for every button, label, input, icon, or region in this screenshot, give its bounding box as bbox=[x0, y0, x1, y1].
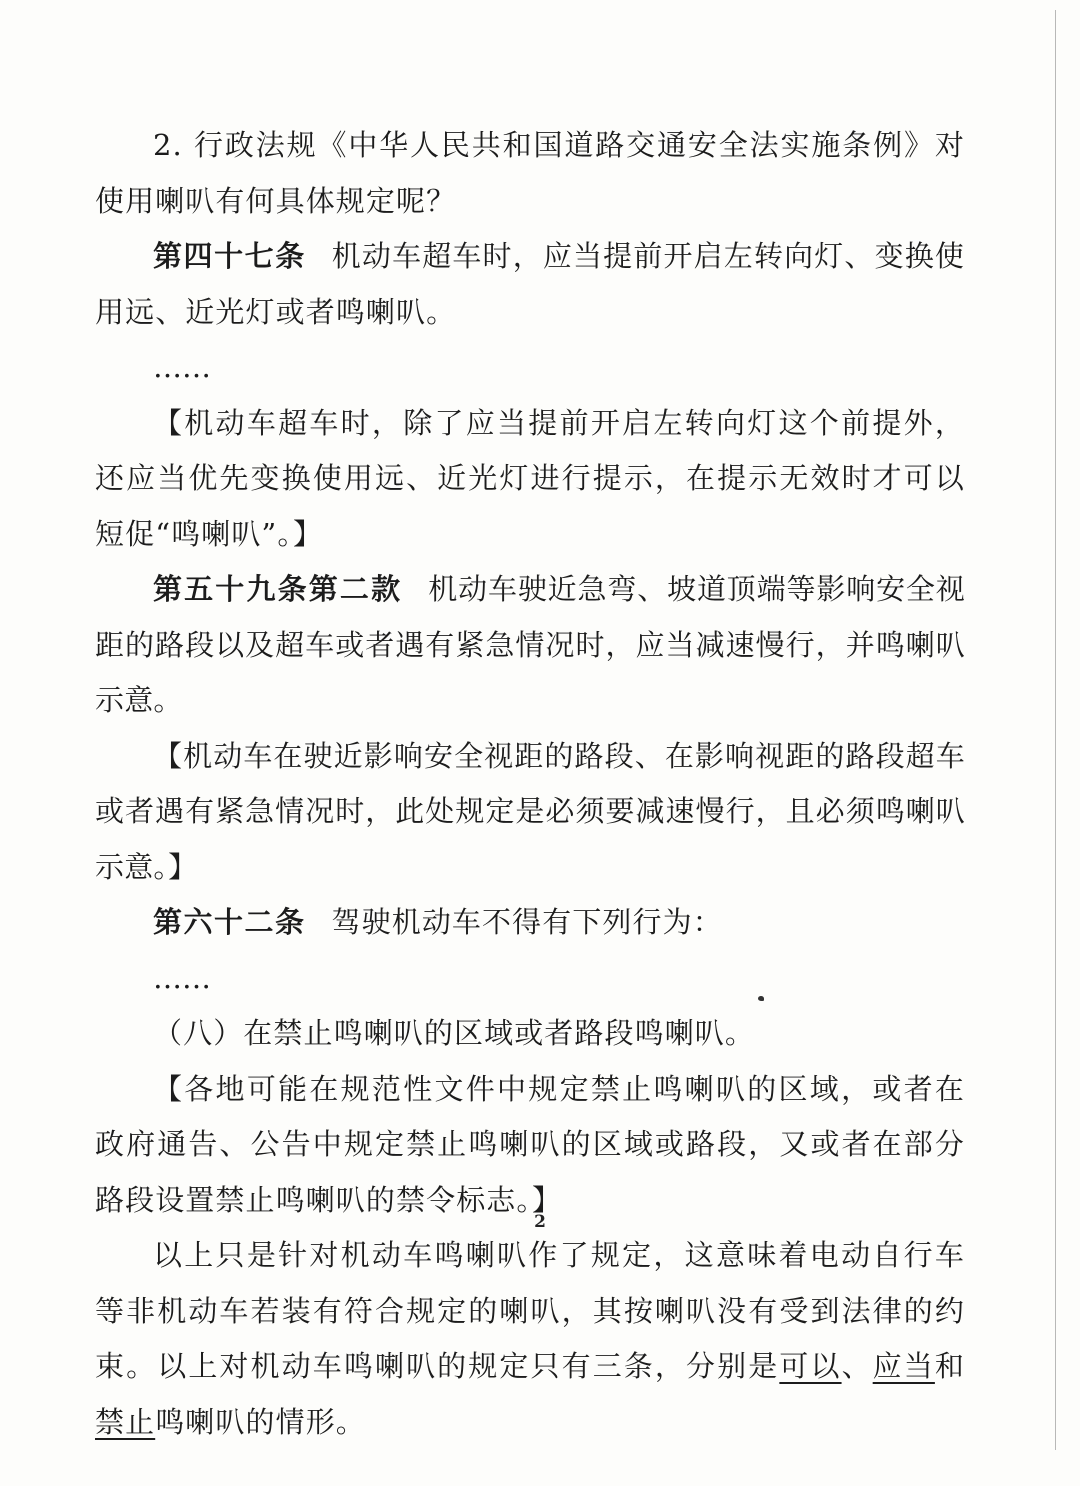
conclusion-sep-2: 和 bbox=[934, 1349, 965, 1383]
underlined-word-forbid: 禁止 bbox=[95, 1404, 156, 1439]
conclusion-text-2: 鸣喇叭的情形。 bbox=[155, 1404, 366, 1439]
conclusion-text-1: 以上只是针对机动车鸣喇叭作了规定，这意味着电动自行车等非机动车若装有符合规定的喇叭，其按喇叭没有受到法律的约束。以上对机动车鸣喇叭的规定只有三条，分别是 bbox=[95, 1238, 965, 1383]
note-59-paragraph: 【机动车在驶近影响安全视距的路段、在影响视距的路段超车或者遇有紧急情况时，此处规定是必须要减速慢行，且必须鸣喇叭示意。】 bbox=[95, 738, 965, 884]
article-47-heading: 第四十七条 bbox=[153, 239, 306, 273]
article-47-text: 机动车超车时，应当提前开启左转向灯、变换使用远、近光灯或者鸣喇叭。 bbox=[95, 239, 965, 329]
article-47-paragraph bbox=[95, 229, 965, 340]
ink-speck bbox=[758, 996, 764, 1001]
question-paragraph: 2. 行政法规《中华人民共和国道路交通安全法实施条例》对使用喇叭有何具体规定呢？ bbox=[95, 128, 965, 218]
item-8-paragraph: （八）在禁止鸣喇叭的区域或者路段鸣喇叭。 bbox=[153, 1016, 756, 1050]
underlined-word-allow: 可以 bbox=[779, 1349, 842, 1383]
article-59-paragraph bbox=[95, 562, 965, 729]
page-number: 2 bbox=[534, 1212, 546, 1232]
article-62-paragraph bbox=[95, 895, 965, 951]
underlined-word-should: 应当 bbox=[872, 1349, 935, 1383]
article-59-text: 机动车驶近急弯、坡道顶端等影响安全视距的路段以及超车或者遇有紧急情况时，应当减速慢行，并鸣喇叭示意。 bbox=[95, 572, 965, 717]
ellipsis-2: …… bbox=[153, 960, 211, 995]
article-59-heading: 第五十九条第二款 bbox=[153, 572, 403, 606]
conclusion-sep-1: 、 bbox=[841, 1349, 873, 1383]
article-62-heading: 第六十二条 bbox=[153, 905, 306, 939]
article-62-text: 驾驶机动车不得有下列行为： bbox=[331, 905, 723, 939]
scan-edge-line bbox=[1055, 10, 1056, 1450]
conclusion-paragraph bbox=[95, 1228, 965, 1450]
note-62-paragraph: 【各地可能在规范性文件中规定禁止鸣喇叭的区域，或者在政府通告、公告中规定禁止鸣喇叭的区域或路段，又或者在部分路段设置禁止鸣喇叭的禁令标志。】 bbox=[95, 1071, 965, 1217]
note-47-paragraph: 【机动车超车时，除了应当提前开启左转向灯这个前提外，还应当优先变换使用远、近光灯进行提示，在提示无效时才可以短促“鸣喇叭”。】 bbox=[95, 405, 965, 551]
ellipsis-1: …… bbox=[153, 350, 211, 384]
document-body bbox=[95, 118, 965, 1450]
